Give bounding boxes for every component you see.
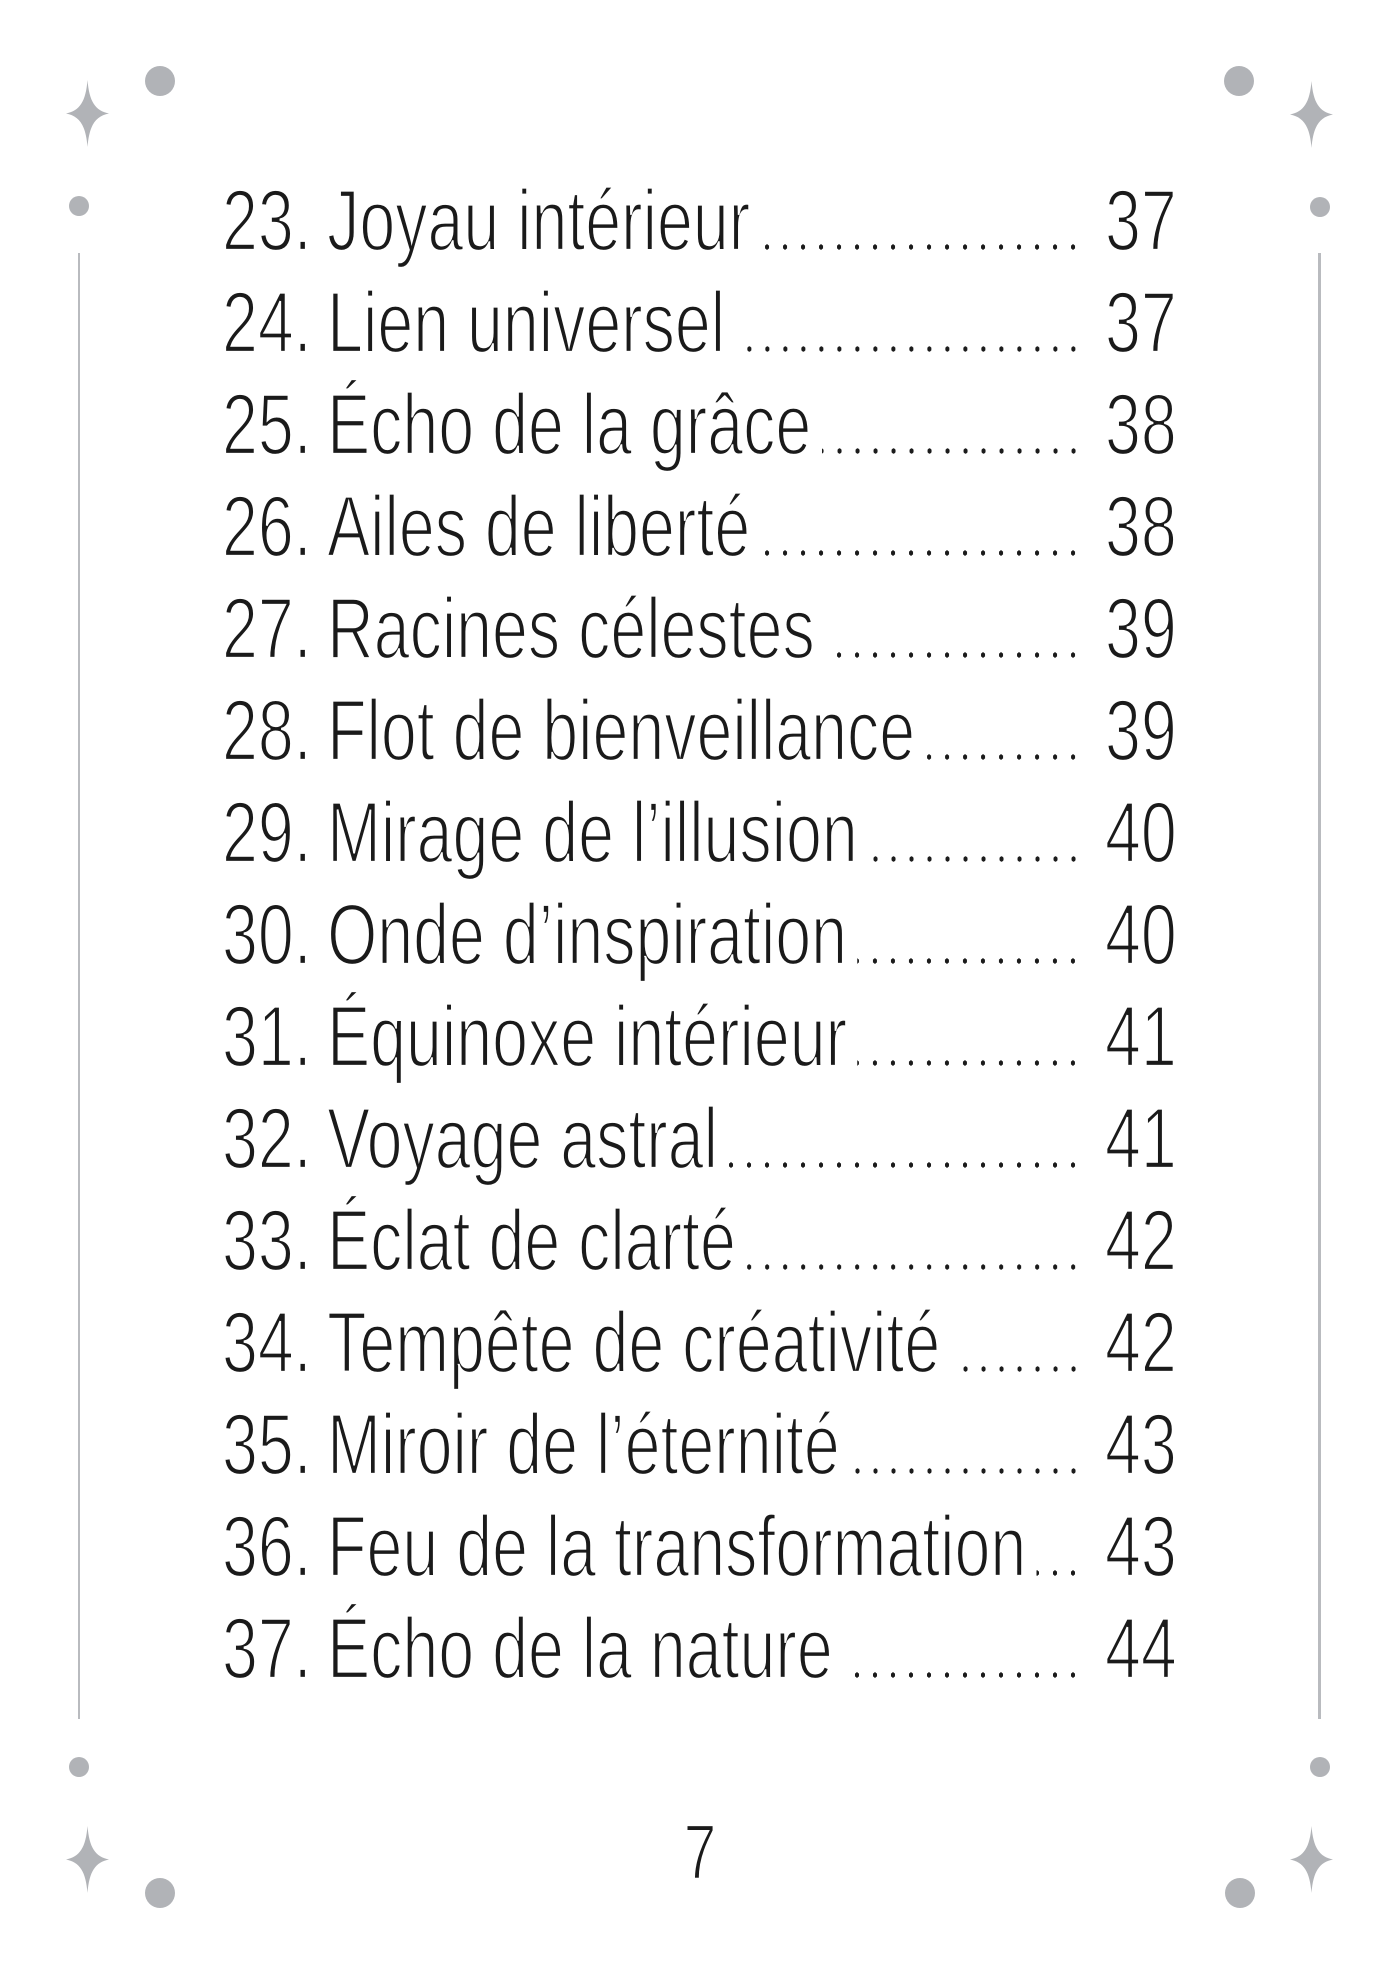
toc-entry-number: 29. (222, 785, 312, 881)
toc-entry (222, 374, 1177, 476)
toc-entry-title: Racines célestes (327, 581, 815, 677)
dot-leader (761, 244, 1083, 250)
toc-entry-text (222, 1190, 736, 1292)
toc-entry-text (222, 1394, 840, 1496)
toc-entry-number: 33. (222, 1193, 312, 1289)
toc-entry-text (222, 170, 750, 272)
toc-entry-number: 27. (222, 581, 312, 677)
toc-entry-text (222, 782, 858, 884)
toc-entry-title: Voyage astral (327, 1091, 718, 1187)
toc-entry-page: 38 (1104, 377, 1177, 473)
toc-entry-page: 42 (1104, 1295, 1177, 1391)
dot-leader (1037, 1570, 1082, 1576)
toc-entry-page: 44 (1104, 1601, 1177, 1697)
small-dot-ornament (1310, 1757, 1330, 1777)
toc-entry-title: Ailes de liberté (327, 479, 751, 575)
toc-entry-text (222, 1496, 1026, 1598)
toc-entry-title: Lien universel (327, 275, 726, 371)
toc-entry-text (222, 1088, 718, 1190)
toc-entry-title: Onde d’inspiration (327, 887, 848, 983)
toc-entry-text (222, 1292, 940, 1394)
toc-entry-number: 31. (222, 989, 312, 1085)
large-dot-ornament (145, 66, 175, 96)
toc-entry-number: 35. (222, 1397, 312, 1493)
dot-leader (951, 1366, 1083, 1372)
toc-entry-title: Joyau intérieur (327, 173, 751, 269)
toc-entry-title: Éclat de clarté (327, 1193, 736, 1289)
toc-entry-page: 41 (1104, 989, 1177, 1085)
toc-entry-number: 26. (222, 479, 312, 575)
dot-leader (858, 1060, 1083, 1066)
toc-entry-text (222, 680, 915, 782)
sparkle-icon (1290, 81, 1333, 148)
toc-entry-number: 24. (222, 275, 312, 371)
sparkle-icon (1290, 1826, 1333, 1893)
toc-entry (222, 476, 1177, 578)
toc-entry-number: 37. (222, 1601, 312, 1697)
toc-entry-page: 40 (1104, 785, 1177, 881)
dot-leader (825, 652, 1082, 658)
toc-entry-text (222, 272, 725, 374)
toc-entry (222, 272, 1177, 374)
large-dot-ornament (1224, 66, 1254, 96)
toc-entry-text (222, 986, 847, 1088)
toc-entry-number: 28. (222, 683, 312, 779)
sparkle-icon (66, 1826, 109, 1893)
toc-entry-number: 34. (222, 1295, 312, 1391)
toc-entry-page: 37 (1104, 173, 1177, 269)
dot-leader (736, 346, 1083, 352)
toc-entry-page: 39 (1104, 683, 1177, 779)
page-number: 7 (683, 1808, 717, 1896)
table-of-contents (222, 170, 1177, 1700)
toc-entry (222, 1292, 1177, 1394)
toc-entry-title: Équinoxe intérieur (327, 989, 848, 1085)
toc-entry-title: Écho de la grâce (327, 377, 812, 473)
toc-entry-number: 30. (222, 887, 312, 983)
toc-entry (222, 680, 1177, 782)
toc-entry-text (222, 476, 750, 578)
toc-entry (222, 1088, 1177, 1190)
dot-leader (746, 1264, 1082, 1270)
sparkle-icon (66, 80, 109, 147)
toc-entry (222, 986, 1177, 1088)
toc-entry-text (222, 884, 847, 986)
dot-leader (728, 1162, 1082, 1168)
toc-entry-page: 38 (1104, 479, 1177, 575)
toc-entry-page: 42 (1104, 1193, 1177, 1289)
toc-entry (222, 782, 1177, 884)
toc-entry-title: Feu de la transformation (327, 1499, 1027, 1595)
toc-entry-number: 23. (222, 173, 312, 269)
toc-entry (222, 1496, 1177, 1598)
toc-entry-page: 41 (1104, 1091, 1177, 1187)
toc-entry-title: Écho de la nature (327, 1601, 833, 1697)
toc-entry-number: 25. (222, 377, 312, 473)
toc-entry-text (222, 374, 811, 476)
toc-entry-number: 32. (222, 1091, 312, 1187)
toc-entry-page: 37 (1104, 275, 1177, 371)
large-dot-ornament (145, 1878, 175, 1908)
toc-entry (222, 884, 1177, 986)
toc-entry-text (222, 578, 815, 680)
dot-leader (850, 1468, 1082, 1474)
dot-leader (761, 550, 1083, 556)
toc-entry-page: 43 (1104, 1499, 1177, 1595)
toc-entry (222, 1394, 1177, 1496)
dot-leader (926, 754, 1083, 760)
dot-leader (822, 448, 1083, 454)
toc-entry (222, 1190, 1177, 1292)
dot-leader (843, 1672, 1082, 1678)
toc-entry-page: 40 (1104, 887, 1177, 983)
toc-entry-title: Miroir de l’éternité (327, 1397, 840, 1493)
small-dot-ornament (1310, 197, 1330, 217)
small-dot-ornament (69, 1757, 89, 1777)
toc-entry (222, 578, 1177, 680)
toc-entry (222, 170, 1177, 272)
toc-entry-title: Tempête de créativité (327, 1295, 941, 1391)
toc-entry (222, 1598, 1177, 1700)
left-rule-line (78, 253, 81, 1719)
dot-leader (868, 856, 1082, 862)
toc-entry-text (222, 1598, 833, 1700)
dot-leader (858, 958, 1083, 964)
right-rule-line (1318, 253, 1321, 1719)
toc-entry-title: Flot de bienveillance (327, 683, 916, 779)
toc-entry-page: 39 (1104, 581, 1177, 677)
toc-entry-number: 36. (222, 1499, 312, 1595)
small-dot-ornament (69, 196, 89, 216)
toc-entry-title: Mirage de l’illusion (327, 785, 858, 881)
toc-entry-page: 43 (1104, 1397, 1177, 1493)
large-dot-ornament (1225, 1878, 1255, 1908)
